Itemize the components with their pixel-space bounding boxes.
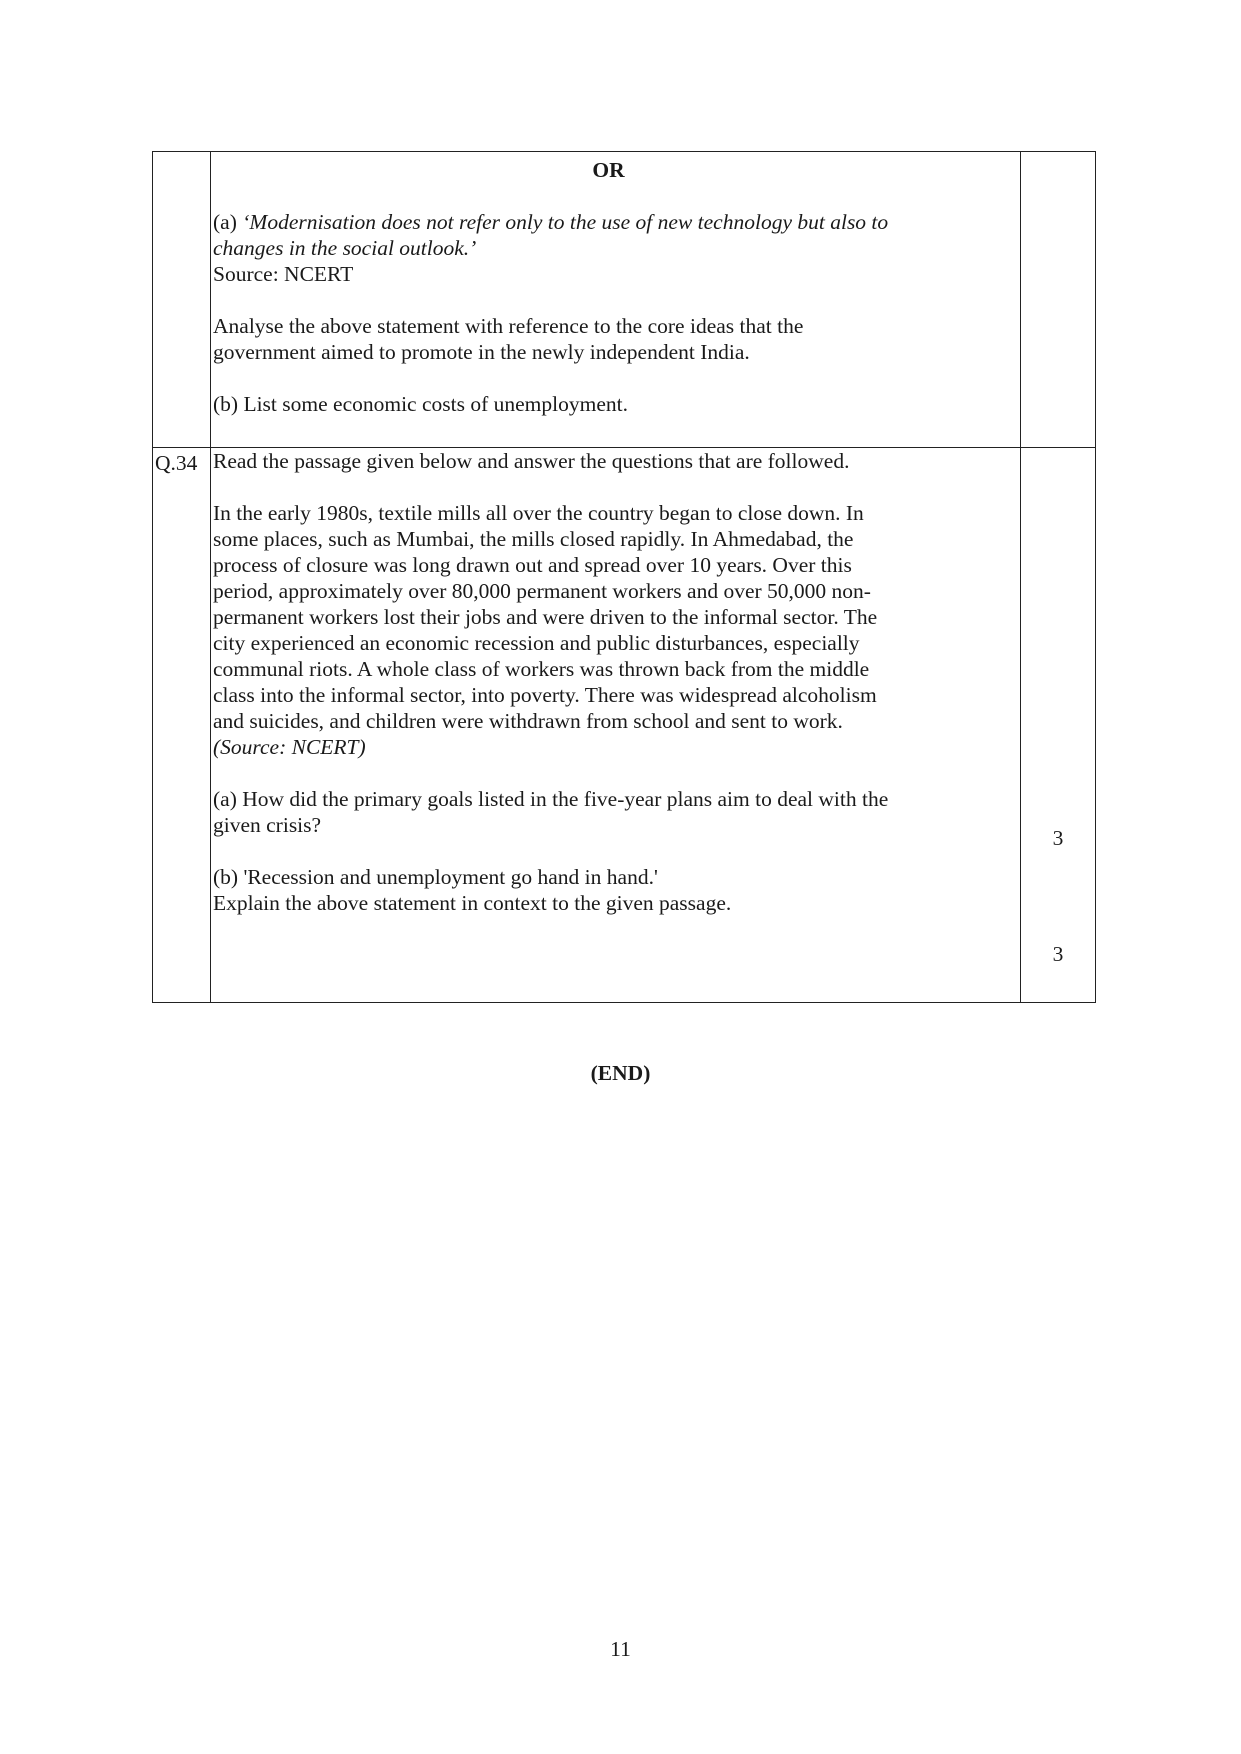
question-number: Q.34 [153, 448, 211, 1003]
passage-line: class into the informal sector, into poverty. There was widespread alcoholism [213, 683, 877, 707]
q34-part-a-line1: (a) How did the primary goals listed in the five-year plans aim to deal with the [213, 787, 889, 811]
q34-part-b-line2: Explain the above statement in context to the given passage. [213, 891, 732, 915]
page-number: 11 [610, 1637, 631, 1661]
passage-line: city experienced an economic recession and public disturbances, especially [213, 631, 860, 655]
or-part-a-quote-line2: changes in the social outlook.’ [213, 236, 477, 260]
or-part-a-quote-line1: ‘Modernisation does not refer only to the use of new technology but also to [242, 210, 889, 234]
passage-line: In the early 1980s, textile mills all over the country began to close down. In [213, 501, 864, 525]
question-table [152, 151, 1096, 1003]
passage-line: some places, such as Mumbai, the mills closed rapidly. In Ahmedabad, the [213, 527, 854, 551]
or-part-a-source: Source: NCERT [213, 262, 354, 286]
or-part-a-instruction-line2: government aimed to promote in the newly independent India. [213, 340, 750, 364]
q34-marks-cell [1021, 448, 1096, 1003]
or-question-text-cell [211, 152, 1021, 448]
passage-line: process of closure was long drawn out and spread over 10 years. Over this [213, 553, 852, 577]
marks-part-a: 3 [1052, 826, 1064, 850]
marks-part-b: 3 [1052, 942, 1064, 966]
passage-source: (Source: NCERT) [213, 735, 366, 759]
or-part-b: (b) List some economic costs of unemployment. [213, 392, 628, 416]
q34-passage [213, 500, 1004, 760]
passage-line: permanent workers lost their jobs and were driven to the informal sector. The [213, 605, 878, 629]
marks-cell-empty [1021, 152, 1096, 448]
or-part-a-quote [213, 209, 1004, 235]
passage-line: and suicides, and children were withdrawn from school and sent to work. [213, 709, 843, 733]
table-row-or [153, 152, 1096, 448]
or-part-a-label: (a) [213, 210, 243, 234]
table-row-q34 [153, 448, 1096, 1003]
question-number-cell-empty [153, 152, 211, 448]
q34-text-cell [211, 448, 1021, 1003]
passage-line: communal riots. A whole class of workers was thrown back from the middle [213, 657, 870, 681]
or-heading: OR [592, 158, 625, 182]
q34-instruction: Read the passage given below and answer the questions that are followed. [213, 449, 850, 473]
or-part-a-instruction-line1: Analyse the above statement with reference to the core ideas that the [213, 314, 804, 338]
q34-part-b-line1: (b) 'Recession and unemployment go hand in hand.' [213, 865, 658, 889]
passage-line: period, approximately over 80,000 permanent workers and over 50,000 non- [213, 579, 871, 603]
end-marker: (END) [590, 1061, 651, 1085]
q34-part-a-line2: given crisis? [213, 813, 322, 837]
